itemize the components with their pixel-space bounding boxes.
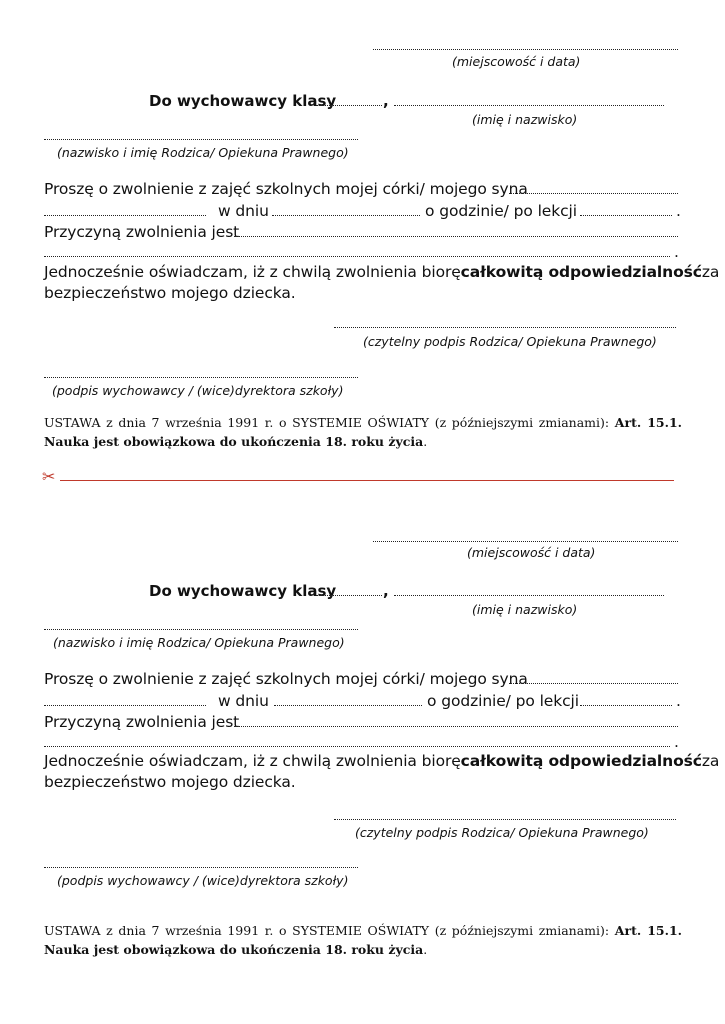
child-name-line[interactable] (509, 683, 678, 684)
hour-line[interactable] (580, 705, 672, 706)
law-period: . (423, 434, 428, 449)
parent-signature-caption: (czytelny podpis Rodzica/ Opiekuna Prawnego) (355, 825, 649, 840)
statement-line-1 (44, 752, 720, 770)
statement-line-2: bezpieczeństwo mojego dziecka. (44, 773, 296, 791)
heading-to-teacher: Do wychowawcy klasy (149, 92, 337, 110)
reason-line[interactable] (234, 726, 678, 727)
parent-signature-caption: (czytelny podpis Rodzica/ Opiekuna Prawnego) (363, 334, 657, 349)
statement-suffix: za (701, 752, 720, 770)
hour-period: . (676, 692, 681, 710)
statement-prefix: Jednocześnie oświadczam, iż z chwilą zwolnienia biorę (44, 263, 461, 281)
heading-to-teacher: Do wychowawcy klasy (149, 582, 337, 600)
cut-line (60, 480, 674, 481)
class-line[interactable] (316, 595, 382, 596)
statement-bold: całkowitą odpowiedzialność (460, 752, 702, 770)
teacher-signature-caption: (podpis wychowawcy / (wice)dyrektora szkoły) (52, 383, 344, 398)
statement-suffix: za (701, 263, 720, 281)
statement-prefix: Jednocześnie oświadczam, iż z chwilą zwolnienia biorę (44, 752, 461, 770)
date-line[interactable] (274, 705, 422, 706)
request-text: Proszę o zwolnienie z zajęć szkolnych mojej córki/ mojego syna (44, 180, 528, 198)
teacher-signature-line[interactable] (44, 867, 358, 868)
reason-label: Przyczyną zwolnienia jest (44, 713, 240, 731)
on-day-label: w dniu (218, 692, 269, 710)
at-hour-label: o godzinie/ po lekcji (427, 692, 579, 710)
law-bold: Art. 15.1. Nauka jest obowiązkowa do ukończenia 18. roku życia (44, 415, 683, 449)
reason-period: . (674, 243, 679, 261)
law-period: . (423, 942, 428, 957)
heading-comma: , (383, 92, 389, 110)
parent-name-caption: (nazwisko i imię Rodzica/ Opiekuna Prawnego) (57, 145, 349, 160)
heading-comma: , (383, 582, 389, 600)
parent-name-caption: (nazwisko i imię Rodzica/ Opiekuna Prawnego) (53, 635, 345, 650)
law-note (44, 921, 682, 959)
student-name-caption: (imię i nazwisko) (472, 602, 578, 617)
student-name-line[interactable] (394, 595, 664, 596)
statement-line-2: bezpieczeństwo mojego dziecka. (44, 284, 296, 302)
scissors-icon: ✂ (42, 467, 56, 486)
place-date-line[interactable] (373, 541, 678, 542)
law-bold: Art. 15.1. Nauka jest obowiązkowa do ukończenia 18. roku życia (44, 923, 683, 957)
request-text: Proszę o zwolnienie z zajęć szkolnych mojej córki/ mojego syna (44, 670, 528, 688)
parent-signature-line[interactable] (334, 819, 676, 820)
parent-name-line[interactable] (44, 629, 358, 630)
place-date-caption: (miejscowość i data) (467, 545, 596, 560)
law-prefix: USTAWA z dnia 7 września 1991 r. o SYSTEMIE OŚWIATY (z późniejszymi zmianami): (44, 923, 610, 938)
statement-bold: całkowitą odpowiedzialność (460, 263, 702, 281)
at-hour-label: o godzinie/ po lekcji (425, 202, 577, 220)
child-name-line-cont[interactable] (44, 705, 206, 706)
on-day-label: w dniu (218, 202, 269, 220)
reason-period: . (674, 733, 679, 751)
teacher-signature-caption: (podpis wychowawcy / (wice)dyrektora szkoły) (57, 873, 349, 888)
reason-label: Przyczyną zwolnienia jest (44, 223, 240, 241)
reason-line-2[interactable] (44, 746, 670, 747)
hour-period: . (676, 202, 681, 220)
place-date-caption: (miejscowość i data) (452, 54, 581, 69)
student-name-caption: (imię i nazwisko) (472, 112, 578, 127)
law-prefix: USTAWA z dnia 7 września 1991 r. o SYSTEMIE OŚWIATY (z późniejszymi zmianami): (44, 415, 610, 430)
